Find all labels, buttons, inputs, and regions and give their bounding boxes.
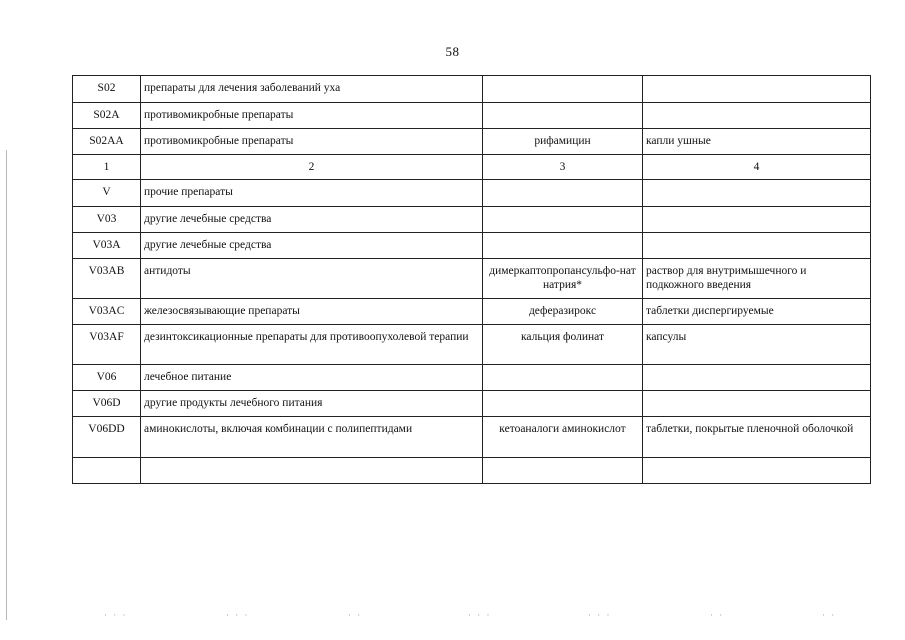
atc-code-cell: V03A — [73, 233, 141, 259]
dosage-form-cell: капли ушные — [643, 129, 871, 155]
column-number-4: 4 — [643, 155, 871, 180]
table-row — [73, 76, 871, 103]
drug-name-cell — [483, 180, 643, 207]
column-numbering-row — [73, 155, 871, 180]
drug-table — [72, 75, 871, 484]
group-name-cell: противомикробные препараты — [141, 129, 483, 155]
atc-code-cell: V03AC — [73, 299, 141, 325]
dosage-form-cell: раствор для внутримышечного и подкожного введения — [643, 259, 871, 299]
group-name-cell: лечебное питание — [141, 365, 483, 391]
group-name-cell: препараты для лечения заболеваний уха — [141, 76, 483, 103]
drug-name-cell — [483, 76, 643, 103]
atc-code-cell: S02 — [73, 76, 141, 103]
dosage-form-cell — [643, 391, 871, 417]
table-row — [73, 259, 871, 299]
drug-name-cell — [483, 233, 643, 259]
dosage-form-cell — [643, 180, 871, 207]
drug-name-cell — [483, 207, 643, 233]
group-name-cell: прочие препараты — [141, 180, 483, 207]
drug-name-cell — [483, 103, 643, 129]
atc-code-cell: V06D — [73, 391, 141, 417]
group-name-cell: антидоты — [141, 259, 483, 299]
atc-code-cell: V03 — [73, 207, 141, 233]
dosage-form-cell — [643, 207, 871, 233]
table-row-empty — [73, 458, 871, 484]
atc-code-cell: S02AA — [73, 129, 141, 155]
table-row — [73, 207, 871, 233]
dosage-form-cell: таблетки диспергируемые — [643, 299, 871, 325]
column-number-3: 3 — [483, 155, 643, 180]
dosage-form-cell — [643, 365, 871, 391]
atc-code-cell: V06DD — [73, 417, 141, 458]
atc-code-cell: S02A — [73, 103, 141, 129]
table-row — [73, 129, 871, 155]
atc-code-cell: V03AF — [73, 325, 141, 365]
table-row — [73, 233, 871, 259]
table-row — [73, 103, 871, 129]
group-name-cell: другие лечебные средства — [141, 207, 483, 233]
table-row — [73, 365, 871, 391]
dosage-form-cell — [643, 103, 871, 129]
atc-code-cell: V06 — [73, 365, 141, 391]
drug-name-cell: кальция фолинат — [483, 325, 643, 365]
scan-edge-line — [6, 150, 7, 620]
group-name-cell: аминокислоты, включая комбинации с полипептидами — [141, 417, 483, 458]
dosage-form-cell — [643, 76, 871, 103]
group-name-cell: другие лечебные средства — [141, 233, 483, 259]
page-number: 58 — [445, 44, 460, 59]
atc-code-cell — [73, 458, 141, 484]
drug-name-cell — [483, 391, 643, 417]
drug-name-cell: кетоаналоги аминокислот — [483, 417, 643, 458]
table-row — [73, 417, 871, 458]
drug-name-cell — [483, 458, 643, 484]
dosage-form-cell — [643, 458, 871, 484]
dosage-form-cell: капсулы — [643, 325, 871, 365]
group-name-cell — [141, 458, 483, 484]
column-number-2: 2 — [141, 155, 483, 180]
group-name-cell: другие продукты лечебного питания — [141, 391, 483, 417]
group-name-cell: дезинтоксикационные препараты для противоопухолевой терапии — [141, 325, 483, 365]
column-number-1: 1 — [73, 155, 141, 180]
table-row — [73, 299, 871, 325]
scan-noise-footer: · · · · · · · · · · · · · · · · · · — [104, 610, 837, 620]
dosage-form-cell — [643, 233, 871, 259]
group-name-cell: противомикробные препараты — [141, 103, 483, 129]
atc-code-cell: V — [73, 180, 141, 207]
atc-code-cell: V03AB — [73, 259, 141, 299]
group-name-cell: железосвязывающие препараты — [141, 299, 483, 325]
drug-name-cell: деферазирокс — [483, 299, 643, 325]
drug-name-cell: рифамицин — [483, 129, 643, 155]
drug-name-cell — [483, 365, 643, 391]
table-row — [73, 391, 871, 417]
table-row — [73, 325, 871, 365]
dosage-form-cell: таблетки, покрытые пленочной оболочкой — [643, 417, 871, 458]
drug-name-cell: димеркаптопропансульфо-нат натрия* — [483, 259, 643, 299]
table-row — [73, 180, 871, 207]
